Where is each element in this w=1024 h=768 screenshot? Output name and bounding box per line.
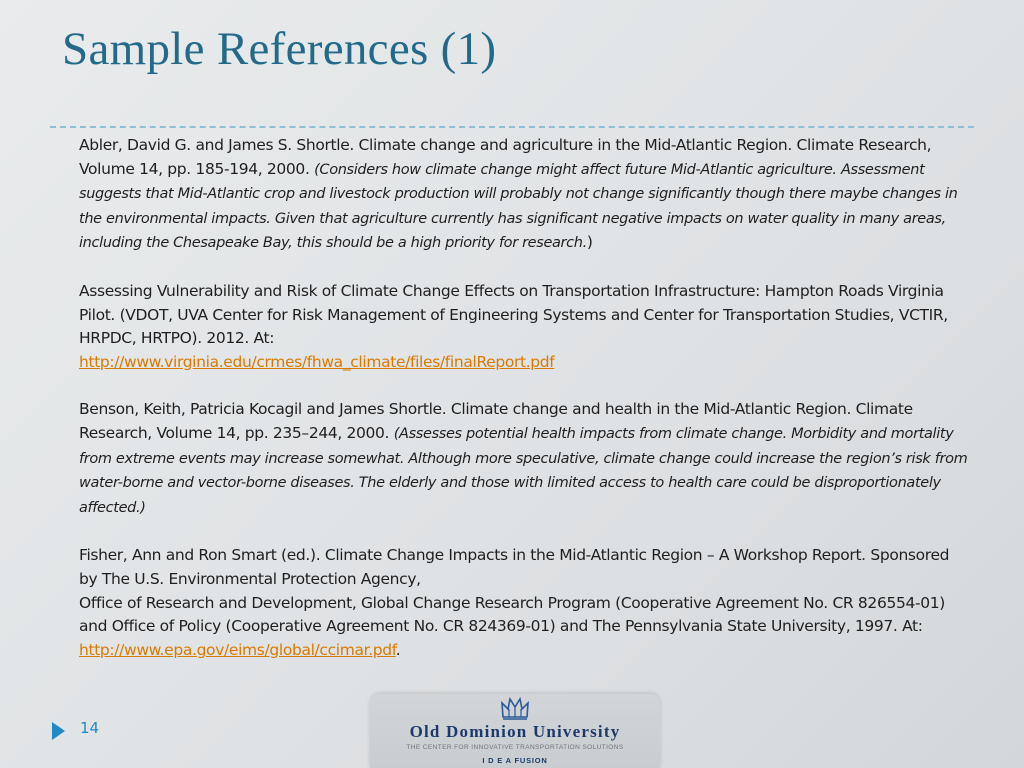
page-marker-triangle-icon xyxy=(52,722,65,740)
reference-note-end: ) xyxy=(586,233,593,252)
university-logo xyxy=(370,694,660,768)
reference-citation: Fisher, Ann and Ron Smart (ed.). Climate Change Impacts in the Mid-Atlantic Region – A Workshop Report. Sponsored by The U.S. Environmental Protection Agency, xyxy=(79,546,950,588)
crown-icon xyxy=(500,695,530,721)
reference-note: (Assesses potential health impacts from climate change. Morbidity and mortality from extreme events may increase somewhat. Although more speculative, climate change could increase the region’s risk from water-borne and vector-borne diseases. The elderly and those with limited access to health care could be disproportionately affected.) xyxy=(79,425,968,516)
reference-link[interactable]: http://www.virginia.edu/crmes/fhwa_climate/files/finalReport.pdf xyxy=(79,352,555,371)
university-tagline: I D E A FUSION xyxy=(482,756,548,765)
title-divider xyxy=(50,126,974,128)
slide-title: Sample References (1) xyxy=(62,23,497,75)
reference-citation-cont: Office of Research and Development, Global Change Research Program (Cooperative Agreement No. CR 826554-01) and Office of Policy (Cooperative Agreement No. CR 824369-01) and The Pennsylvania State University, 1997. At: xyxy=(79,593,945,636)
references-body xyxy=(79,134,969,686)
university-subtitle: THE CENTER FOR INNOVATIVE TRANSPORTATION SOLUTIONS xyxy=(406,744,624,751)
reference-note: (Considers how climate change might affect future Mid-Atlantic agriculture. Assessment suggests that Mid-Atlantic crop and livestock production will probably not change significantly though there maybe changes in the environmental impacts. Given that agriculture currently has significant negative impacts on water quality in many areas, including the Chesapeake Bay, this should be a high priority for research. xyxy=(79,161,958,252)
reference-vdot xyxy=(79,280,969,374)
reference-benson xyxy=(79,398,969,520)
university-name: Old Dominion University xyxy=(409,722,621,741)
reference-citation: Benson, Keith, Patricia Kocagil and James Shortle. Climate change and health in the Mid-Atlantic Region. Climate Research, Volume 14, pp. 235–244, 2000. xyxy=(79,400,913,442)
page-number: 14 xyxy=(80,719,100,737)
reference-abler xyxy=(79,134,969,256)
reference-citation: Abler, David G. and James S. Shortle. Climate change and agriculture in the Mid-Atlantic Region. Climate Research, Volume 14, pp. 185-194, 2000. xyxy=(79,136,932,178)
reference-link[interactable]: http://www.epa.gov/eims/global/ccimar.pdf xyxy=(79,640,396,659)
reference-end: . xyxy=(395,640,401,659)
reference-citation: Assessing Vulnerability and Risk of Climate Change Effects on Transportation Infrastructure: Hampton Roads Virginia Pilot. (VDOT, UVA Center for Risk Management of Engineering Systems and Center for Transportation Studies, VCTIR, HRPDC, HRTPO). 2012. At: xyxy=(79,281,948,348)
reference-fisher xyxy=(79,544,969,662)
